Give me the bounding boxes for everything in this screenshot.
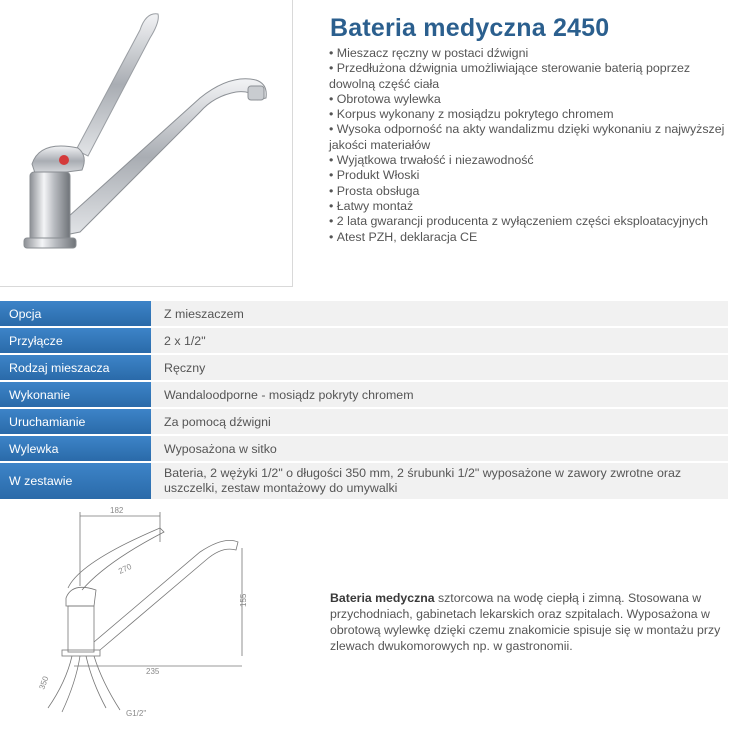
spec-key: Wykonanie [0, 382, 151, 407]
spec-key: Uruchamianie [0, 409, 151, 434]
spec-key: W zestawie [0, 463, 151, 499]
dim-top-label: 182 [110, 506, 124, 515]
spec-key: Przyłącze [0, 328, 151, 353]
feature-item: • Atest PZH, deklaracja CE [329, 230, 729, 245]
spec-value: Bateria, 2 wężyki 1/2" o długości 350 mm, 2 śrubunki 1/2" wyposażone w zawory zwrotne oraz uszczelki, zestaw montażowy do umywalki [151, 463, 728, 499]
feature-item: • Obrotowa wylewka [329, 92, 729, 107]
spec-value: Ręczny [151, 355, 728, 380]
description-bold: Bateria medyczna [330, 591, 435, 605]
feature-item: • Łatwy montaż [329, 199, 729, 214]
feature-item: • Przedłużona dźwignia umożliwiające sterowanie baterią poprzez dowolną część ciała [329, 61, 729, 92]
spec-row [0, 355, 728, 380]
faucet-photo [0, 0, 292, 286]
feature-item: • 2 lata gwarancji producenta z wyłączeniem części eksploatacyjnych [329, 214, 729, 229]
dim-height-label: 155 [239, 593, 248, 607]
description-text: sztorcowa na wodę ciepłą i zimną. Stosowana w przychodniach, gabinetach lekarskich oraz szpitalach. Wyposażona w obrotową wylewkę dzięki czemu znakomicie spisuje się w montażu przy zlewach dwukomorowych np. w gastronomii. [330, 591, 721, 653]
spec-value: Z mieszaczem [151, 301, 728, 326]
feature-item: • Mieszacz ręczny w postaci dźwigni [329, 46, 729, 61]
feature-item: • Wysoka odporność na akty wandalizmu dzięki wykonaniu z najwyższej jakości materiałów [329, 122, 729, 153]
spec-row [0, 436, 728, 461]
spec-key: Opcja [0, 301, 151, 326]
technical-drawing [10, 502, 300, 728]
feature-item: • Produkt Włoski [329, 168, 729, 183]
spec-row [0, 328, 728, 353]
spec-row [0, 382, 728, 407]
spec-key: Rodzaj mieszacza [0, 355, 151, 380]
spec-row [0, 463, 728, 499]
spec-value: Wandaloodporne - mosiądz pokryty chromem [151, 382, 728, 407]
spec-row [0, 409, 728, 434]
feature-list [329, 46, 729, 245]
dim-thread-label: G1/2" [126, 709, 147, 718]
spec-value: Za pomocą dźwigni [151, 409, 728, 434]
dim-lever-label: 270 [117, 562, 133, 576]
spec-row [0, 301, 728, 326]
product-title: Bateria medyczna 2450 [330, 14, 610, 42]
spec-value: Wyposażona w sitko [151, 436, 728, 461]
feature-item: • Korpus wykonany z mosiądzu pokrytego chromem [329, 107, 729, 122]
product-description [330, 590, 740, 654]
feature-item: • Wyjątkowa trwałość i niezawodność [329, 153, 729, 168]
product-photo-frame [0, 0, 293, 287]
dim-spout-label: 235 [146, 667, 160, 676]
spec-value: 2 x 1/2" [151, 328, 728, 353]
spec-table [0, 299, 728, 501]
dim-hose-label: 350 [37, 675, 51, 691]
spec-key: Wylewka [0, 436, 151, 461]
feature-item: • Prosta obsługa [329, 184, 729, 199]
